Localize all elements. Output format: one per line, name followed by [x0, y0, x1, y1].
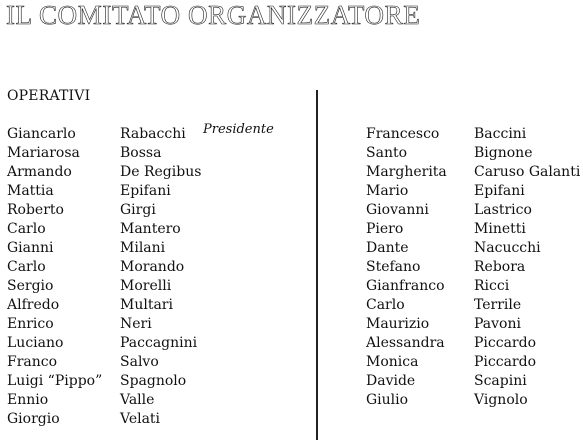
left-first-names-list — [7, 125, 102, 429]
member-first-name: Mariarosa — [7, 145, 80, 161]
member-last-name: Morelli — [120, 278, 172, 294]
member-first-name: Carlo — [7, 259, 46, 275]
member-last-name: Epifani — [474, 183, 525, 199]
member-first-name: Piero — [366, 221, 404, 237]
member-last-name: Salvo — [120, 354, 159, 370]
section-heading: OPERATIVI — [7, 88, 91, 104]
member-first-name: Francesco — [366, 126, 440, 142]
left-last-names-list — [120, 125, 201, 429]
member-first-name: Maurizio — [366, 316, 430, 332]
member-last-name: De Regibus — [120, 164, 202, 180]
member-last-name: Bignone — [474, 145, 533, 161]
member-last-name: Velati — [120, 411, 161, 427]
column-divider — [316, 90, 318, 440]
member-first-name: Mario — [366, 183, 409, 199]
member-last-name: Piccardo — [474, 335, 537, 351]
member-last-name: Nacucchi — [474, 240, 541, 256]
member-last-name: Milani — [120, 240, 166, 256]
member-last-name: Minetti — [474, 221, 526, 237]
member-first-name: Enrico — [7, 316, 54, 332]
member-last-name: Vignolo — [474, 392, 528, 408]
member-first-name: Mattia — [7, 183, 54, 199]
member-last-name: Terrile — [474, 297, 522, 313]
member-last-name: Piccardo — [474, 354, 537, 370]
member-first-name: Monica — [366, 354, 419, 370]
member-first-name: Carlo — [7, 221, 46, 237]
member-first-name: Stefano — [366, 259, 421, 275]
member-first-name: Sergio — [7, 278, 54, 294]
member-first-name: Alessandra — [366, 335, 445, 351]
member-first-name: Dante — [366, 240, 409, 256]
member-last-name: Caruso Galanti — [474, 164, 581, 180]
member-last-name: Girgi — [120, 202, 156, 218]
member-last-name: Lastrico — [474, 202, 532, 218]
member-first-name: Carlo — [366, 297, 405, 313]
member-last-name: Multari — [120, 297, 173, 313]
member-last-name: Rabacchi — [120, 126, 186, 142]
member-last-name: Neri — [120, 316, 152, 332]
member-first-name: Ennio — [7, 392, 49, 408]
member-first-name: Roberto — [7, 202, 64, 218]
member-first-name: Giancarlo — [7, 126, 76, 142]
president-role-label: Presidente — [203, 122, 274, 137]
member-first-name: Luciano — [7, 335, 64, 351]
member-last-name: Mantero — [120, 221, 181, 237]
member-last-name: Spagnolo — [120, 373, 187, 389]
member-first-name: Franco — [7, 354, 58, 370]
right-last-names-list — [474, 125, 580, 410]
member-first-name: Gianfranco — [366, 278, 445, 294]
member-first-name: Giulio — [366, 392, 409, 408]
member-last-name: Pavoni — [474, 316, 521, 332]
member-last-name: Ricci — [474, 278, 510, 294]
member-first-name: Giorgio — [7, 411, 60, 427]
member-last-name: Valle — [120, 392, 155, 408]
member-first-name: Santo — [366, 145, 408, 161]
member-first-name: Margherita — [366, 164, 447, 180]
right-first-names-list — [366, 125, 447, 410]
member-last-name: Bossa — [120, 145, 162, 161]
member-first-name: Gianni — [7, 240, 54, 256]
member-first-name: Davide — [366, 373, 416, 389]
member-last-name: Paccagnini — [120, 335, 198, 351]
member-last-name: Scapini — [474, 373, 527, 389]
member-last-name: Morando — [120, 259, 185, 275]
member-first-name: Alfredo — [7, 297, 60, 313]
member-first-name: Luigi “Pippo” — [7, 373, 103, 389]
member-first-name: Armando — [7, 164, 72, 180]
member-first-name: Giovanni — [366, 202, 429, 218]
page-title: IL COMITATO ORGANIZZATORE — [6, 0, 421, 30]
member-last-name: Baccini — [474, 126, 527, 142]
member-last-name: Rebora — [474, 259, 526, 275]
member-last-name: Epifani — [120, 183, 171, 199]
